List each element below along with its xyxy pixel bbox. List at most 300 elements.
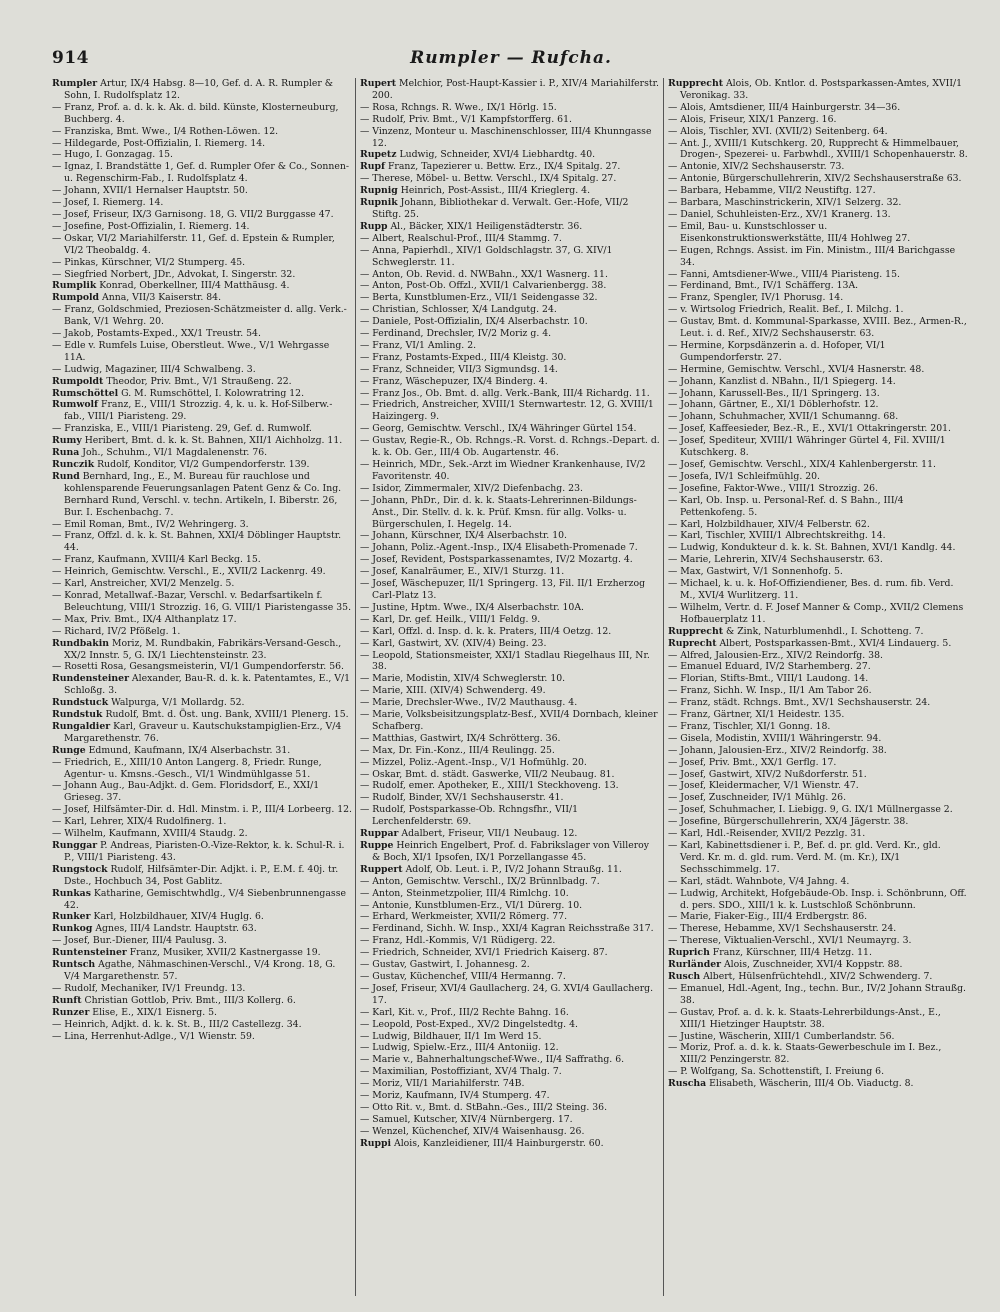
directory-entry xyxy=(360,709,660,733)
entry-text: Josef, Priv. Bmt., XX/1 Gerflg. 17. xyxy=(680,756,837,768)
entry-text: Josef, Spediteur, XVIII/1 Währinger Gürtel 4, Fil. XVIII/1 Kutschkerg. 8. xyxy=(680,435,946,459)
directory-entry xyxy=(52,888,352,912)
directory-entry xyxy=(52,280,352,292)
directory-entry xyxy=(52,947,352,959)
entry-text: Johann, Karussell-Bes., II/1 Springerg. 13. xyxy=(680,387,880,399)
directory-entry xyxy=(360,221,660,233)
directory-entry xyxy=(52,161,352,185)
directory-entry xyxy=(360,304,660,316)
directory-entry xyxy=(668,138,968,162)
entry-surname: Runczik xyxy=(52,459,95,470)
entry-text: Melchior, Post-Haupt-Kassier i. P., XIV/4 Mariahilferstr. 200. xyxy=(372,78,659,101)
entry-text: Gisela, Modistin, XVIII/1 Währingerstr. 94. xyxy=(680,732,882,744)
directory-entry xyxy=(360,911,660,923)
entry-text: Franz, Tischler, XI/1 Gonng. 18. xyxy=(680,720,831,732)
entry-text: Rudolf, emer. Apotheker, E., XIII/1 Steckhoveng. 13. xyxy=(372,780,619,792)
entry-surname: Rumy xyxy=(52,435,82,447)
directory-entry xyxy=(668,697,968,709)
directory-entry xyxy=(52,864,352,888)
directory-entry xyxy=(360,828,660,840)
entry-text: Konrad, Oberkellner, III/4 Matthäusg. 4. xyxy=(96,280,290,292)
entry-text: Daniele, Post-Offizialin, IX/4 Alserbachstr. 10. xyxy=(372,316,588,328)
directory-entry xyxy=(52,340,352,364)
entry-text: Wilhelm, Kaufmann, XVIII/4 Staudg. 2. xyxy=(64,828,248,840)
directory-entry xyxy=(52,233,352,257)
column-divider xyxy=(355,78,356,1296)
directory-entry xyxy=(52,673,352,697)
entry-surname: Runker xyxy=(52,911,91,923)
entry-text: Friedrich, Anstreicher, XVIII/1 Sternwartestr. 12, G. XVIII/1 Haizingerg. 9. xyxy=(372,399,654,423)
entry-text: Daniel, Schuhleisten-Erz., XV/1 Kranerg. 13. xyxy=(680,208,891,220)
entry-surname: Runggar xyxy=(52,840,98,851)
directory-entry xyxy=(52,149,352,161)
entry-text: Franz, Goldschmied, Preziosen-Schätzmeister d. allg. Verk.-Bank, V/1 Wehrg. 20. xyxy=(64,304,347,328)
entry-text: Justine, Wäscherin, XIII/1 Cumberlandstr. 56. xyxy=(680,1030,895,1042)
entry-text: Gustav, Küchenchef, VIII/4 Hermanng. 7. xyxy=(372,970,566,982)
entry-text: Elisabeth, Wäscherin, III/4 Ob. Viaductg. 8. xyxy=(706,1078,914,1090)
entry-text: Barbara, Maschinstrickerin, XIV/1 Selzerg. 32. xyxy=(680,197,902,209)
entry-text: Antonie, Bürgerschullehrerin, XIV/2 Sechshauserstraße 63. xyxy=(680,173,962,185)
entry-surname: Rusch xyxy=(668,970,701,982)
page-header xyxy=(52,48,970,72)
entry-text: Franz, städt. Rchngs. Bmt., XV/1 Sechshauserstr. 24. xyxy=(680,697,931,709)
entry-text: Eugen, Rchngs. Assist. im Fin. Ministm., III/4 Barichgasse 34. xyxy=(680,244,956,268)
directory-entry xyxy=(668,185,968,197)
entry-text: Karl, Lehrer, XIX/4 Rudolfinerg. 1. xyxy=(64,816,227,828)
entry-text: Johann, PhDr., Dir. d. k. k. Staats-Lehrerinnen-Bildungs-Anst., Dir. Stellv. d. k. k. Prüf. Kmsn. für allg. Volks- u. Bürgerschulen, I. Hegelg. 14. xyxy=(372,494,637,530)
directory-entry xyxy=(360,1019,660,1031)
directory-entry xyxy=(360,614,660,626)
entry-text: Franz, Postamts-Exped., III/4 Kleistg. 30. xyxy=(372,351,567,363)
directory-entry xyxy=(52,935,352,947)
directory-entry xyxy=(668,280,968,292)
entry-text: Marie, Volksbeisitzungsplatz-Besf., XVII/4 Dornbach, kleiner Schafberg. xyxy=(372,709,658,732)
directory-entry xyxy=(668,780,968,792)
entry-text: Alois, Ob. Kntlor. d. Postsparkassen-Amtes, XVII/1 Veronikag. 33. xyxy=(680,78,963,101)
entry-text: Ludwig, Kondukteur d. k. k. St. Bahnen, XVI/1 Kandlg. 44. xyxy=(680,542,956,554)
entry-text: Therese, Hebamme, XV/1 Sechshauserstr. 24. xyxy=(680,923,897,935)
directory-entry xyxy=(360,245,660,269)
directory-entry xyxy=(668,423,968,435)
directory-entry xyxy=(52,388,352,400)
entry-surname: Runge xyxy=(52,744,86,756)
directory-entry xyxy=(668,114,968,126)
directory-entry xyxy=(52,435,352,447)
directory-entry xyxy=(668,173,968,185)
entry-surname: Rupf xyxy=(360,161,385,173)
entry-text: Emanuel Eduard, IV/2 Starhemberg. 27. xyxy=(680,661,871,673)
entry-text: Johann, XVII/1 Hernalser Hauptstr. 50. xyxy=(64,185,248,197)
entry-text: Karl, Kabinettsdiener i. P., Bef. d. pr. gld. Verd. Kr., gld. Verd. Kr. m. d. gld. rum. Verd. M. (m. Kr.), IX/1 Sechsschimmelg. 17. xyxy=(680,840,941,875)
entry-text: Rudolf, Konditor, VI/2 Gumpendorferstr. 139. xyxy=(94,459,310,470)
directory-entry xyxy=(52,138,352,150)
entry-text: Franz, Wäschepuzer, IX/4 Binderg. 4. xyxy=(372,375,548,387)
entry-surname: Rumpler xyxy=(52,78,98,89)
directory-entry xyxy=(360,1007,660,1019)
directory-entry xyxy=(360,650,660,674)
entry-text: Erhard, Werkmeister, XVII/2 Römerg. 77. xyxy=(372,911,568,923)
entry-text: Karl, Tischler, XVIII/1 Albrechtskreithg. 14. xyxy=(680,530,886,542)
entry-text: Joh., Schuhm., VI/1 Magdalenenstr. 76. xyxy=(79,447,268,459)
directory-entry xyxy=(360,947,660,959)
entry-text: Alois, Kanzleidiener, III/4 Hainburgerstr. 60. xyxy=(391,1137,604,1149)
entry-text: Rosa, Rchngs. R. Wwe., IX/1 Hörlg. 15. xyxy=(372,101,557,113)
directory-entry xyxy=(52,221,352,233)
directory-entry xyxy=(360,864,660,876)
directory-entry xyxy=(52,328,352,340)
entry-text: Karl, Ob. Insp. u. Personal-Ref. d. S Bahn., III/4 Pettenkofeng. 5. xyxy=(680,494,904,518)
directory-entry xyxy=(360,328,660,340)
directory-entry xyxy=(668,340,968,364)
entry-text: Max, Priv. Bmt., IX/4 Althanplatz 17. xyxy=(64,613,237,625)
entry-surname: Rupp xyxy=(360,220,388,232)
directory-entry xyxy=(668,935,968,947)
directory-entry xyxy=(668,435,968,459)
directory-entry xyxy=(668,876,968,888)
entry-text: Franz, Tapezierer u. Bettw. Erz., IX/4 Spitalg. 27. xyxy=(385,161,621,173)
directory-entry xyxy=(360,1066,660,1078)
entry-surname: Ruppert xyxy=(360,863,403,875)
directory-entry xyxy=(668,840,968,876)
entry-surname: Rundbakin xyxy=(52,637,110,649)
entry-text: Josef, Bur.-Diener, III/4 Paulusg. 3. xyxy=(64,935,227,947)
directory-entry xyxy=(360,459,660,483)
entry-text: Ferdinand, Bmt., IV/1 Schäfferg. 13A. xyxy=(680,280,859,292)
directory-entry xyxy=(668,923,968,935)
entry-surname: Ruscha xyxy=(668,1078,707,1090)
entry-text: Josefine, Post-Offizialin, I. Riemerg. 14. xyxy=(64,220,250,232)
directory-entry xyxy=(52,1031,352,1043)
entry-text: Max, Dr. Fin.-Konz., III/4 Reulingg. 25. xyxy=(372,744,555,756)
entry-surname: Ruppi xyxy=(360,1137,392,1149)
entry-surname: Rupert xyxy=(360,78,397,89)
directory-entry xyxy=(360,340,660,352)
entry-text: Heinrich Engelbert, Prof. d. Fabrikslager von Villeroy & Boch, XI/1 Ipsofen, IX/1 Porzellangasse 45. xyxy=(372,840,649,863)
directory-entry xyxy=(360,900,660,912)
entry-surname: Rupprecht xyxy=(668,78,724,89)
entry-text: Adalbert, Friseur, VII/1 Neubaug. 12. xyxy=(398,828,578,840)
directory-entry xyxy=(52,816,352,828)
entry-text: Johann, Bibliothekar d. Verwalt. Ger.-Hofe, VII/2 Stiftg. 25. xyxy=(372,197,629,220)
entry-text: Franz, Kaufmann, XVIII/4 Karl Beckg. 15. xyxy=(64,554,261,566)
directory-entry xyxy=(360,292,660,304)
column-divider xyxy=(663,78,664,1296)
directory-entry xyxy=(360,388,660,400)
directory-entry xyxy=(668,102,968,114)
entry-text: Rudolf, Hilfsämter-Dir. Adjkt. i. P., E.M. f. 40j. tr. Dste., Hochbuch 34, Post Gablitz. xyxy=(64,863,339,887)
entry-text: Hugo, I. Gonzagag. 15. xyxy=(64,149,173,161)
entry-text: Hildegarde, Post-Offizialin, I. Riemerg. 14. xyxy=(64,137,266,149)
entry-text: Alfred, Jalousien-Erz., XIV/2 Reindorfg. 38. xyxy=(680,649,883,661)
entry-text: Antonie, Kunstblumen-Erz., VI/1 Dürerg. 10. xyxy=(372,899,583,911)
entry-text: Heinrich, Post-Assist., III/4 Krieglerg. 4. xyxy=(397,185,591,197)
entry-text: Josef, Kanalräumer, E., XIV/1 Sturzg. 11. xyxy=(372,566,565,578)
directory-entry xyxy=(360,733,660,745)
directory-entry xyxy=(668,530,968,542)
directory-entry xyxy=(360,102,660,114)
directory-entry xyxy=(668,292,968,304)
directory-entry xyxy=(52,471,352,519)
entry-text: Rosetti Rosa, Gesangsmeisterin, VI/1 Gumpendorferstr. 56. xyxy=(64,661,344,673)
directory-entry xyxy=(360,780,660,792)
column-right xyxy=(668,78,968,1296)
entry-text: Alexander, Bau-R. d. k. k. Patentamtes, E., V/1 Schloßg. 3. xyxy=(64,673,351,697)
directory-entry xyxy=(360,638,660,650)
directory-entry xyxy=(668,161,968,173)
directory-entry xyxy=(52,257,352,269)
entry-surname: Runtensteiner xyxy=(52,947,127,959)
entry-text: Albert, Realschul-Prof., III/4 Stammg. 7. xyxy=(372,232,562,244)
entry-text: Josef, Gastwirt, XIV/2 Nußdorferstr. 51. xyxy=(680,768,867,780)
entry-text: Christian, Schlosser, X/4 Landgutg. 24. xyxy=(372,304,557,316)
entry-text: Christian Gottlob, Priv. Bmt., III/3 Kollerg. 6. xyxy=(81,994,296,1006)
entry-text: Adolf, Ob. Leut. i. P., IV/2 Johann Straußg. 11. xyxy=(402,863,622,875)
entry-surname: Rupprecht xyxy=(668,625,724,637)
directory-entry xyxy=(360,149,660,161)
directory-entry xyxy=(668,1066,968,1078)
entry-text: Alois, Amtsdiener, III/4 Hainburgerstr. 34—36. xyxy=(680,101,901,113)
entry-text: Edle v. Rumfels Luise, Oberstleut. Wwe., V/1 Wehrgasse 11A. xyxy=(64,339,330,363)
directory-entry xyxy=(52,566,352,578)
directory-entry xyxy=(360,769,660,781)
directory-entry xyxy=(52,840,352,864)
directory-entry xyxy=(52,578,352,590)
directory-entry xyxy=(52,304,352,328)
directory-entry xyxy=(360,173,660,185)
directory-entry xyxy=(360,364,660,376)
directory-entry xyxy=(52,399,352,423)
entry-text: Lina, Herrenhut-Adlge., V/1 Wienstr. 59. xyxy=(64,1030,255,1042)
entry-text: Josef, Hilfsämter-Dir. d. Hdl. Minstm. i. P., III/4 Lorbeerg. 12. xyxy=(64,804,352,816)
directory-entry xyxy=(668,757,968,769)
entry-text: Konrad, Metallwaf.-Bazar, Verschl. v. Bedarfsartikeln f. Beleuchtung, VIII/1 Strozzig. 16, G. VIII/1 Piaristengasse 35. xyxy=(64,589,352,613)
entry-text: Therese, Möbel- u. Bettw. Verschl., IX/4 Spitalg. 27. xyxy=(372,173,617,185)
directory-entry xyxy=(668,578,968,602)
entry-text: Max, Gastwirt, V/1 Sonnenhofg. 5. xyxy=(680,566,843,578)
directory-entry xyxy=(52,530,352,554)
entry-text: Karl, Graveur u. Kautschukstampiglien-Erz., V/4 Margarethenstr. 76. xyxy=(64,720,342,744)
entry-text: Agathe, Nähmaschinen-Verschl., V/4 Krong. 18, G. V/4 Margarethenstr. 57. xyxy=(64,959,336,982)
directory-entry xyxy=(668,364,968,376)
directory-entry xyxy=(668,888,968,912)
entry-text: Karl, städt. Wahnbote, V/4 Jahng. 4. xyxy=(680,875,850,887)
entry-text: Alois, Tischler, XVI. (XVII/2) Seitenberg. 64. xyxy=(680,125,888,137)
directory-entry xyxy=(52,292,352,304)
entry-text: Johann, Kürschner, IX/4 Alserbachstr. 10. xyxy=(372,530,567,542)
directory-entry xyxy=(360,983,660,1007)
entry-text: Franz, Spengler, IV/1 Phorusg. 14. xyxy=(680,292,844,304)
directory-entry xyxy=(360,602,660,614)
directory-entry xyxy=(52,554,352,566)
directory-entry xyxy=(52,697,352,709)
entry-text: Isidor, Zimmermaler, XIV/2 Diefenbachg. 23. xyxy=(372,482,583,494)
directory-entry xyxy=(360,1102,660,1114)
entry-text: Elise, E., XIX/1 Eisnerg. 5. xyxy=(89,1006,217,1018)
entry-surname: Rundensteiner xyxy=(52,673,129,685)
entry-text: Emil, Bau- u. Kunstschlosser u. Eisenkonstruktionswerkstätte, III/4 Hohlweg 27. xyxy=(680,220,911,244)
entry-surname: Rumpoldt xyxy=(52,375,104,387)
entry-text: Oskar, Bmt. d. städt. Gaswerke, VII/2 Neubaug. 81. xyxy=(372,768,615,780)
entry-text: Franz, Hdl.-Kommis, V/1 Rüdigerg. 22. xyxy=(372,935,556,947)
entry-text: Otto Rit. v., Bmt. d. StBahn.-Ges., III/2 Steing. 36. xyxy=(372,1101,608,1113)
entry-text: Karl, Offzl. d. Insp. d. k. k. Praters, III/4 Oetzg. 12. xyxy=(372,625,612,637)
entry-text: Gustav, Regie-R., Ob. Rchngs.-R. Vorst. d. Rchngs.-Depart. d. k. k. Ob. Ger., III/4 Ob. Augartenstr. 46. xyxy=(372,435,660,459)
entry-text: Heribert, Bmt. d. k. k. St. Bahnen, XII/1 Aichholzg. 11. xyxy=(81,435,343,447)
entry-text: Johann, Schuhmacher, XVII/1 Schumanng. 68. xyxy=(680,411,899,423)
directory-entry xyxy=(360,673,660,685)
directory-entry xyxy=(668,721,968,733)
column-left xyxy=(52,78,352,1296)
directory-entry xyxy=(668,78,968,102)
directory-entry xyxy=(360,1126,660,1138)
entry-text: Georg, Gemischtw. Verschl., IX/4 Währinger Gürtel 154. xyxy=(372,423,637,435)
entry-text: Theodor, Priv. Bmt., V/1 Straußeng. 22. xyxy=(103,375,292,387)
entry-text: Siegfried Norbert, JDr., Advokat, I. Singerstr. 32. xyxy=(64,268,296,280)
entry-text: Hermine, Korpsdänzerin a. d. Hofoper, VI/1 Gumpendorferstr. 27. xyxy=(680,339,886,363)
directory-entry xyxy=(52,959,352,983)
entry-text: Josef, Kleidermacher, V/1 Wienstr. 47. xyxy=(680,780,859,792)
directory-entry xyxy=(360,888,660,900)
directory-entry xyxy=(360,935,660,947)
entry-text: Jakob, Postamts-Exped., XX/1 Treustr. 54. xyxy=(64,328,261,340)
directory-entry xyxy=(668,673,968,685)
entry-text: Pinkas, Kürschner, VI/2 Stumperg. 45. xyxy=(64,256,246,268)
directory-entry xyxy=(360,792,660,804)
directory-entry xyxy=(668,1078,968,1090)
directory-entry xyxy=(668,733,968,745)
directory-entry xyxy=(668,376,968,388)
entry-text: Walpurga, V/1 Mollardg. 52. xyxy=(108,697,245,709)
directory-entry xyxy=(360,316,660,328)
directory-entry xyxy=(668,411,968,423)
entry-text: Ignaz, I. Brandstätte 1, Gef. d. Rumpler Ofer & Co., Sonnen- u. Regenschirm-Fab., I. Rudolfsplatz 4. xyxy=(64,161,349,185)
entry-text: Rudolf, Priv. Bmt., V/1 Kampfstorfferg. 61. xyxy=(372,113,572,125)
entry-surname: Runzer xyxy=(52,1006,90,1018)
directory-entry xyxy=(668,983,968,1007)
entry-text: Josefine, Bürgerschullehrerin, XX/4 Jägerstr. 38. xyxy=(680,816,909,828)
entry-surname: Rundstuk xyxy=(52,709,103,721)
directory-entry xyxy=(668,471,968,483)
entry-text: Franz, Offzl. d. k. k. St. Bahnen, XXI/4 Döblinger Hauptstr. 44. xyxy=(64,530,342,554)
entry-surname: Rundstuck xyxy=(52,697,109,709)
directory-entry xyxy=(52,1007,352,1019)
directory-entry xyxy=(668,638,968,650)
entry-text: Heinrich, Gemischtw. Verschl., E., XVII/2 Lackenrg. 49. xyxy=(64,566,326,578)
entry-text: Franz, Schneider, VII/3 Sigmundsg. 14. xyxy=(372,363,558,375)
entry-text: Marie, Drechsler-Wwe., IV/2 Mauthausg. 4. xyxy=(372,697,578,709)
entry-text: Artur, IX/4 Habsg. 8—10, Gef. d. A. R. Rumpler & Sohn, I. Rudolfsplatz 12. xyxy=(64,78,334,101)
entry-text: Karl, Holzbildhauer, XIV/4 Felberstr. 62. xyxy=(680,518,870,530)
directory-entry xyxy=(668,519,968,531)
directory-entry xyxy=(668,388,968,400)
entry-text: Karl, Gastwirt, XV. (XIV/4) Being. 23. xyxy=(372,637,547,649)
entry-text: Barbara, Hebamme, VII/2 Neustiftg. 127. xyxy=(680,185,876,197)
entry-text: Karl, Anstreicher, XVI/2 Menzelg. 5. xyxy=(64,578,235,590)
directory-entry xyxy=(52,1019,352,1031)
directory-entry xyxy=(668,911,968,923)
directory-entry xyxy=(360,697,660,709)
directory-entry xyxy=(52,78,352,102)
entry-surname: Ruppe xyxy=(360,840,394,851)
directory-entry xyxy=(360,626,660,638)
directory-entry xyxy=(360,280,660,292)
entry-text: Ferdinand, Drechsler, IV/2 Moriz g. 4. xyxy=(372,328,552,340)
entry-surname: Runa xyxy=(52,447,80,459)
entry-text: Friedrich, Schneider, XVI/1 Friedrich Kaiserg. 87. xyxy=(372,947,608,959)
directory-entry xyxy=(52,364,352,376)
directory-entry xyxy=(668,459,968,471)
entry-text: Moriz, Prof. a. d. k. k. Staats-Gewerbeschule im I. Bez., XIII/2 Penzingerstr. 82. xyxy=(680,1042,942,1066)
entry-text: Gustav, Gastwirt, I. Johannesg. 2. xyxy=(372,959,530,971)
directory-entry xyxy=(668,1031,968,1043)
directory-entry xyxy=(52,209,352,221)
directory-entry xyxy=(52,423,352,435)
entry-text: Franziska, Bmt. Wwe., I/4 Rothen-Löwen. 12. xyxy=(64,125,279,137)
directory-entry xyxy=(360,495,660,531)
directory-entry xyxy=(360,423,660,435)
directory-entry xyxy=(52,757,352,781)
directory-entry xyxy=(668,304,968,316)
directory-entry xyxy=(668,245,968,269)
directory-entry xyxy=(360,1031,660,1043)
entry-text: Wenzel, Küchenchef, XIV/4 Waisenhausg. 26. xyxy=(372,1125,585,1137)
entry-text: Johann, Jalousien-Erz., XIV/2 Reindorfg. 38. xyxy=(680,744,887,756)
directory-entry xyxy=(360,161,660,173)
directory-entry xyxy=(360,435,660,459)
entry-surname: Runkog xyxy=(52,923,93,935)
directory-entry xyxy=(360,959,660,971)
directory-entry xyxy=(668,495,968,519)
directory-entry xyxy=(668,816,968,828)
entry-text: Franziska, E., VIII/1 Piaristeng. 29, Gef. d. Rumwolf. xyxy=(64,423,312,435)
entry-text: Anton, Post-Ob. Offzl., XVII/1 Calvarienbergg. 38. xyxy=(372,280,607,292)
entry-text: Moriz, Kaufmann, IV/4 Stumperg. 47. xyxy=(372,1090,550,1102)
entry-text: Wilhelm, Vertr. d. F. Josef Manner & Comp., XVII/2 Clemens Hofbauerplatz 11. xyxy=(680,601,964,625)
entry-text: Matthias, Gastwirt, IX/4 Schrötterg. 36. xyxy=(372,732,561,744)
entry-text: Johann, Kanzlist d. NBahn., II/1 Spiegerg. 14. xyxy=(680,375,896,387)
entry-text: Josef, Zuschneider, IV/1 Mühlg. 26. xyxy=(680,792,847,804)
entry-surname: Runkas xyxy=(52,887,91,899)
entry-text: Michael, k. u. k. Hof-Offiziendiener, Bes. d. rum. fib. Verd. M., XVI/4 Wurlitzerg. 11. xyxy=(680,578,954,601)
directory-entry xyxy=(52,995,352,1007)
directory-entry xyxy=(668,269,968,281)
entry-text: Alois, Zuschneider, XVI/4 Koppstr. 88. xyxy=(721,959,903,971)
entry-text: Maximilian, Postoffiziant, XV/4 Thalg. 7. xyxy=(372,1066,562,1078)
entry-surname: Rumpold xyxy=(52,292,100,304)
entry-text: Rudolf, Postsparkasse-Ob. Rchngsfhr., VII/1 Lerchenfelderstr. 69. xyxy=(372,804,579,828)
directory-entry xyxy=(668,1007,968,1031)
directory-entry xyxy=(52,376,352,388)
entry-text: Berta, Kunstblumen-Erz., VII/1 Seidengasse 32. xyxy=(372,292,598,304)
entry-text: Franz, Kürschner, III/4 Hetzg. 11. xyxy=(709,947,872,959)
entry-text: Friedrich, E., XIII/10 Anton Langerg. 8, Friedr. Runge, Agentur- u. Kmsns.-Gesch., VI/1 Windmühlgasse 51. xyxy=(64,756,322,780)
entry-text: Anna, VII/3 Kaiserstr. 84. xyxy=(99,292,222,304)
entry-text: Josef, Gemischtw. Verschl., XIX/4 Kahlenbergerstr. 11. xyxy=(680,459,936,470)
entry-text: Franz Jos., Ob. Bmt. d. allg. Verk.-Bank, III/4 Richardg. 11. xyxy=(372,387,650,399)
directory-entry xyxy=(360,923,660,935)
directory-entry xyxy=(52,661,352,673)
entry-text: Emanuel, Hdl.-Agent, Ing., techn. Bur., IV/2 Johann Straußg. 38. xyxy=(680,982,966,1006)
entry-text: Al., Bäcker, XIX/1 Heiligenstädterstr. 36. xyxy=(387,220,583,232)
directory-entry xyxy=(360,1138,660,1150)
directory-entry xyxy=(52,519,352,531)
entry-surname: Rumschöttel xyxy=(52,387,119,399)
entry-text: Karl, Dr. gef. Heilk., VIII/1 Feldg. 9. xyxy=(372,613,541,625)
entry-surname: Ruppar xyxy=(360,828,399,840)
entry-text: Josef, Kaffeesieder, Bez.-R., E., XVI/1 Ottakringerstr. 201. xyxy=(680,423,951,435)
column-middle xyxy=(360,78,660,1296)
entry-text: Fanni, Amtsdiener-Wwe., VIII/4 Piaristeng. 15. xyxy=(680,268,900,280)
